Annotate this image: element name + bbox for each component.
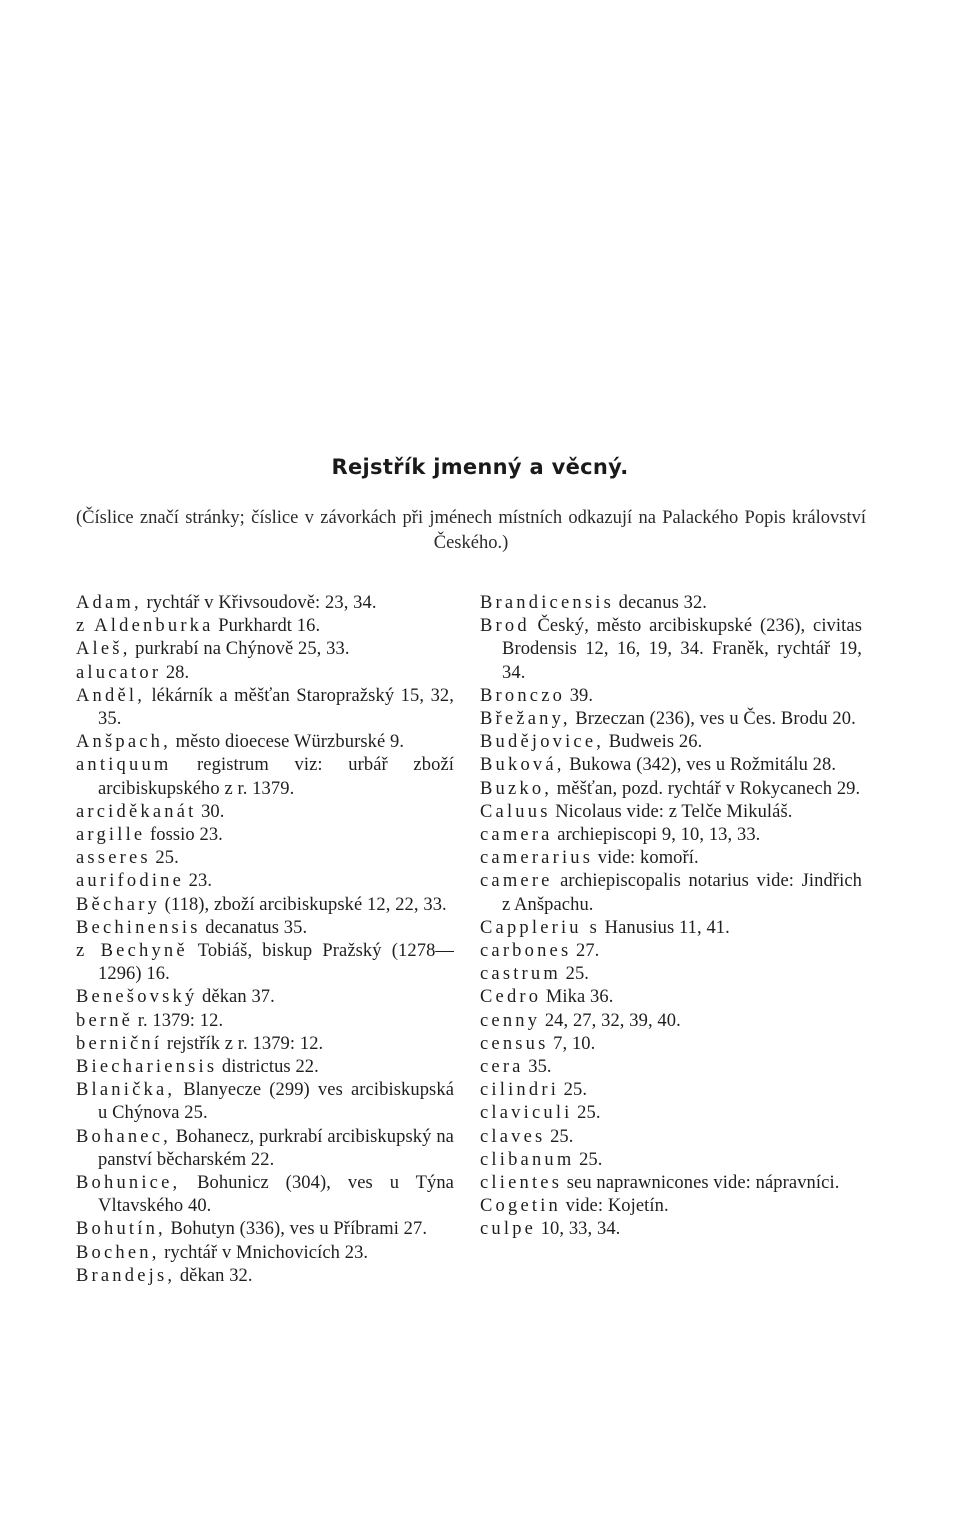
entry-headword: z Bechyně <box>76 941 188 962</box>
entry-headword: culpe <box>480 1219 537 1240</box>
index-entry <box>480 615 862 685</box>
index-entry <box>76 1126 454 1172</box>
entry-headword: clibanum <box>480 1149 575 1170</box>
entry-headword: Caluus <box>480 801 551 822</box>
entry-text: 27. <box>575 941 600 962</box>
entry-text: archiepiscopi 9, 10, 13, 33. <box>557 825 761 846</box>
entry-headword: Bohanec, <box>76 1126 171 1147</box>
index-entry <box>76 1265 454 1288</box>
entry-headword: asseres <box>76 848 151 869</box>
entry-headword: Blanička, <box>76 1080 176 1101</box>
entry-text: 28. <box>165 662 190 683</box>
index-entry <box>480 778 862 801</box>
index-entry <box>480 1079 862 1102</box>
index-entry <box>480 731 862 754</box>
index-entry <box>76 870 454 893</box>
entry-text: Blanyecze (299) ves arcibiskupská u Chýnova 25. <box>98 1080 455 1124</box>
index-entry <box>76 801 454 824</box>
entry-headword: Biechariensis <box>76 1057 218 1078</box>
index-entry <box>480 1056 862 1079</box>
entry-headword: Bohunice, <box>76 1173 181 1194</box>
index-entry <box>480 940 862 963</box>
index-entry <box>480 754 862 777</box>
entry-text: děkan 32. <box>179 1265 253 1286</box>
index-entry <box>76 847 454 870</box>
index-entry <box>480 1102 862 1125</box>
index-entry <box>76 1010 454 1033</box>
entry-headword: Budějovice, <box>480 732 605 753</box>
entry-text: 25. <box>577 1103 601 1124</box>
index-entry <box>76 754 454 800</box>
index-entry <box>76 894 454 917</box>
entry-text: 39. <box>569 685 594 706</box>
entry-headword: berniční <box>76 1033 163 1054</box>
index-entry <box>76 917 454 940</box>
entry-text: Mika 36. <box>545 987 614 1008</box>
entry-text: Tobiáš, biskup Pražský (1278—1296) 16. <box>98 941 455 985</box>
entry-text: 7, 10. <box>553 1033 596 1054</box>
entry-headword: clientes <box>480 1173 563 1194</box>
index-entry <box>76 1079 454 1125</box>
entry-headword: census <box>480 1033 549 1054</box>
index-entry <box>76 940 454 986</box>
index-entry <box>76 662 454 685</box>
entry-text: děkan 37. <box>202 987 275 1008</box>
index-entry <box>480 1218 862 1241</box>
entry-text: Brzeczan (236), ves u Čes. Brodu 20. <box>575 709 856 730</box>
entry-headword: aurifodine <box>76 871 185 892</box>
entry-headword: Anděl, <box>76 685 146 706</box>
index-entry <box>76 615 454 638</box>
index-entry <box>480 963 862 986</box>
entry-text: districtus 22. <box>221 1057 319 1078</box>
left-column <box>76 592 454 1288</box>
entry-headword: Adam, <box>76 593 142 613</box>
index-entry <box>480 1033 862 1056</box>
entry-headword: Buzko, <box>480 778 553 799</box>
entry-headword: claves <box>480 1126 546 1147</box>
entry-headword: Bochen, <box>76 1242 160 1263</box>
index-entry <box>480 1126 862 1149</box>
entry-text: vide: Kojetín. <box>565 1196 669 1217</box>
index-entry <box>480 801 862 824</box>
page-subtitle: (Číslice značí stránky; číslice v závorkách při jménech místních odkazují na Palackého Popis království Českého.) <box>76 508 866 553</box>
entry-text: fossio 23. <box>149 825 223 846</box>
entry-headword: antiquum <box>76 755 172 776</box>
index-entry <box>480 847 862 870</box>
index-entry <box>480 870 862 916</box>
index-entry <box>480 708 862 731</box>
entry-headword: Bohutín, <box>76 1219 166 1240</box>
entry-headword: Brod <box>480 616 530 637</box>
entry-text: měšťan, pozd. rychtář v Rokycanech 29. <box>556 778 861 799</box>
entry-text: vide: komoří. <box>597 848 699 869</box>
entry-headword: Cappleriu s <box>480 917 600 938</box>
index-entry <box>480 986 862 1009</box>
index-entry <box>480 592 862 615</box>
entry-text: 24, 27, 32, 39, 40. <box>544 1010 681 1031</box>
entry-text: Bohutyn (336), ves u Příbrami 27. <box>170 1219 428 1240</box>
index-entry <box>480 1172 862 1195</box>
entry-text: registrum viz: urbář zboží arcibiskupského z r. 1379. <box>98 755 454 799</box>
entry-text: 25. <box>155 848 179 869</box>
index-entry <box>76 685 454 731</box>
index-entry <box>480 1010 862 1033</box>
index-entry <box>76 592 454 615</box>
entry-headword: cera <box>480 1057 524 1078</box>
entry-headword: arciděkanát <box>76 801 197 822</box>
entry-headword: Cogetin <box>480 1196 561 1217</box>
entry-text: 30. <box>201 801 225 822</box>
entry-text: Budweis 26. <box>608 732 703 753</box>
entry-headword: Bronczo <box>480 685 566 706</box>
entry-text: 25. <box>550 1126 574 1147</box>
entry-text: rychtář v Mnichovicích 23. <box>164 1242 369 1263</box>
index-entry <box>76 731 454 754</box>
entry-text: rychtář v Křivsoudově: 23, 34. <box>146 593 377 613</box>
entry-headword: Brandejs, <box>76 1265 176 1286</box>
entry-headword: z Aldenburka <box>76 616 214 637</box>
entry-text: Hanusius 11, 41. <box>604 917 730 938</box>
entry-headword: Anšpach, <box>76 732 171 753</box>
index-entry <box>76 986 454 1009</box>
entry-text: město dioecese Würzburské 9. <box>175 732 405 753</box>
entry-text: archiepiscopalis notarius vide: Jindřich z Anšpachu. <box>502 871 863 915</box>
entry-text: Bohunicz (304), ves u Týna Vltavského 40. <box>98 1173 454 1217</box>
index-entry <box>480 1149 862 1172</box>
entry-text: Nicolaus vide: z Telče Mikuláš. <box>555 801 793 822</box>
entry-text: 25. <box>565 964 590 985</box>
entry-text: 35. <box>528 1057 552 1078</box>
entry-headword: camera <box>480 825 553 846</box>
index-entry <box>76 1172 454 1218</box>
entry-headword: berně <box>76 1010 134 1031</box>
index-entry <box>76 638 454 661</box>
entry-headword: Bechinensis <box>76 917 201 938</box>
entry-text: 25. <box>579 1149 603 1170</box>
page-title: Rejstřík jmenný a věcný. <box>331 455 629 479</box>
entry-headword: Brandicensis <box>480 593 614 613</box>
entry-headword: camerarius <box>480 848 594 869</box>
entry-headword: Aleš, <box>76 639 131 660</box>
entry-headword: camere <box>480 871 553 892</box>
entry-text: r. 1379: 12. <box>137 1010 224 1031</box>
index-entry <box>480 1195 862 1218</box>
entry-text: Purkhardt 16. <box>218 616 321 637</box>
index-entry <box>480 685 862 708</box>
entry-headword: cenny <box>480 1010 541 1031</box>
entry-headword: cilindri <box>480 1080 560 1101</box>
entry-text: Český, město arcibiskupské (236), civitas Brodensis 12, 16, 19, 34. Franěk, rychtář 19, 34. <box>502 616 862 683</box>
index-entry <box>76 1218 454 1241</box>
index-entry <box>76 1056 454 1079</box>
entry-text: rejstřík z r. 1379: 12. <box>166 1033 324 1054</box>
entry-text: lékárník a měšťan Staropražský 15, 32, 35. <box>98 685 454 730</box>
right-column <box>480 592 862 1242</box>
entry-text: decanus 32. <box>618 593 708 613</box>
entry-text: purkrabí na Chýnově 25, 33. <box>135 639 350 660</box>
entry-text: Bohanecz, purkrabí arcibiskupský na panství běcharském 22. <box>98 1126 454 1170</box>
entry-headword: Buková, <box>480 755 565 776</box>
entry-headword: Cedro <box>480 987 542 1008</box>
entry-headword: alucator <box>76 662 162 683</box>
entry-headword: claviculi <box>480 1103 573 1124</box>
index-entry <box>76 1033 454 1056</box>
entry-text: 23. <box>188 871 213 892</box>
entry-text: (118), zboží arcibiskupské 12, 22, 33. <box>164 894 447 915</box>
entry-headword: carbones <box>480 941 572 962</box>
index-entry <box>76 824 454 847</box>
entry-text: seu naprawnicones vide: nápravníci. <box>566 1173 840 1194</box>
entry-text: 10, 33, 34. <box>540 1219 621 1240</box>
entry-headword: castrum <box>480 964 561 985</box>
entry-headword: argille <box>76 825 146 846</box>
index-entry <box>480 824 862 847</box>
entry-text: Bukowa (342), ves u Rožmitálu 28. <box>569 755 837 776</box>
entry-text: 25. <box>563 1080 588 1101</box>
entry-headword: Běchary <box>76 894 161 915</box>
entry-text: decanatus 35. <box>205 917 308 938</box>
entry-headword: Břežany, <box>480 709 571 730</box>
entry-headword: Benešovský <box>76 987 198 1008</box>
index-entry <box>76 1242 454 1265</box>
index-entry <box>480 917 862 940</box>
